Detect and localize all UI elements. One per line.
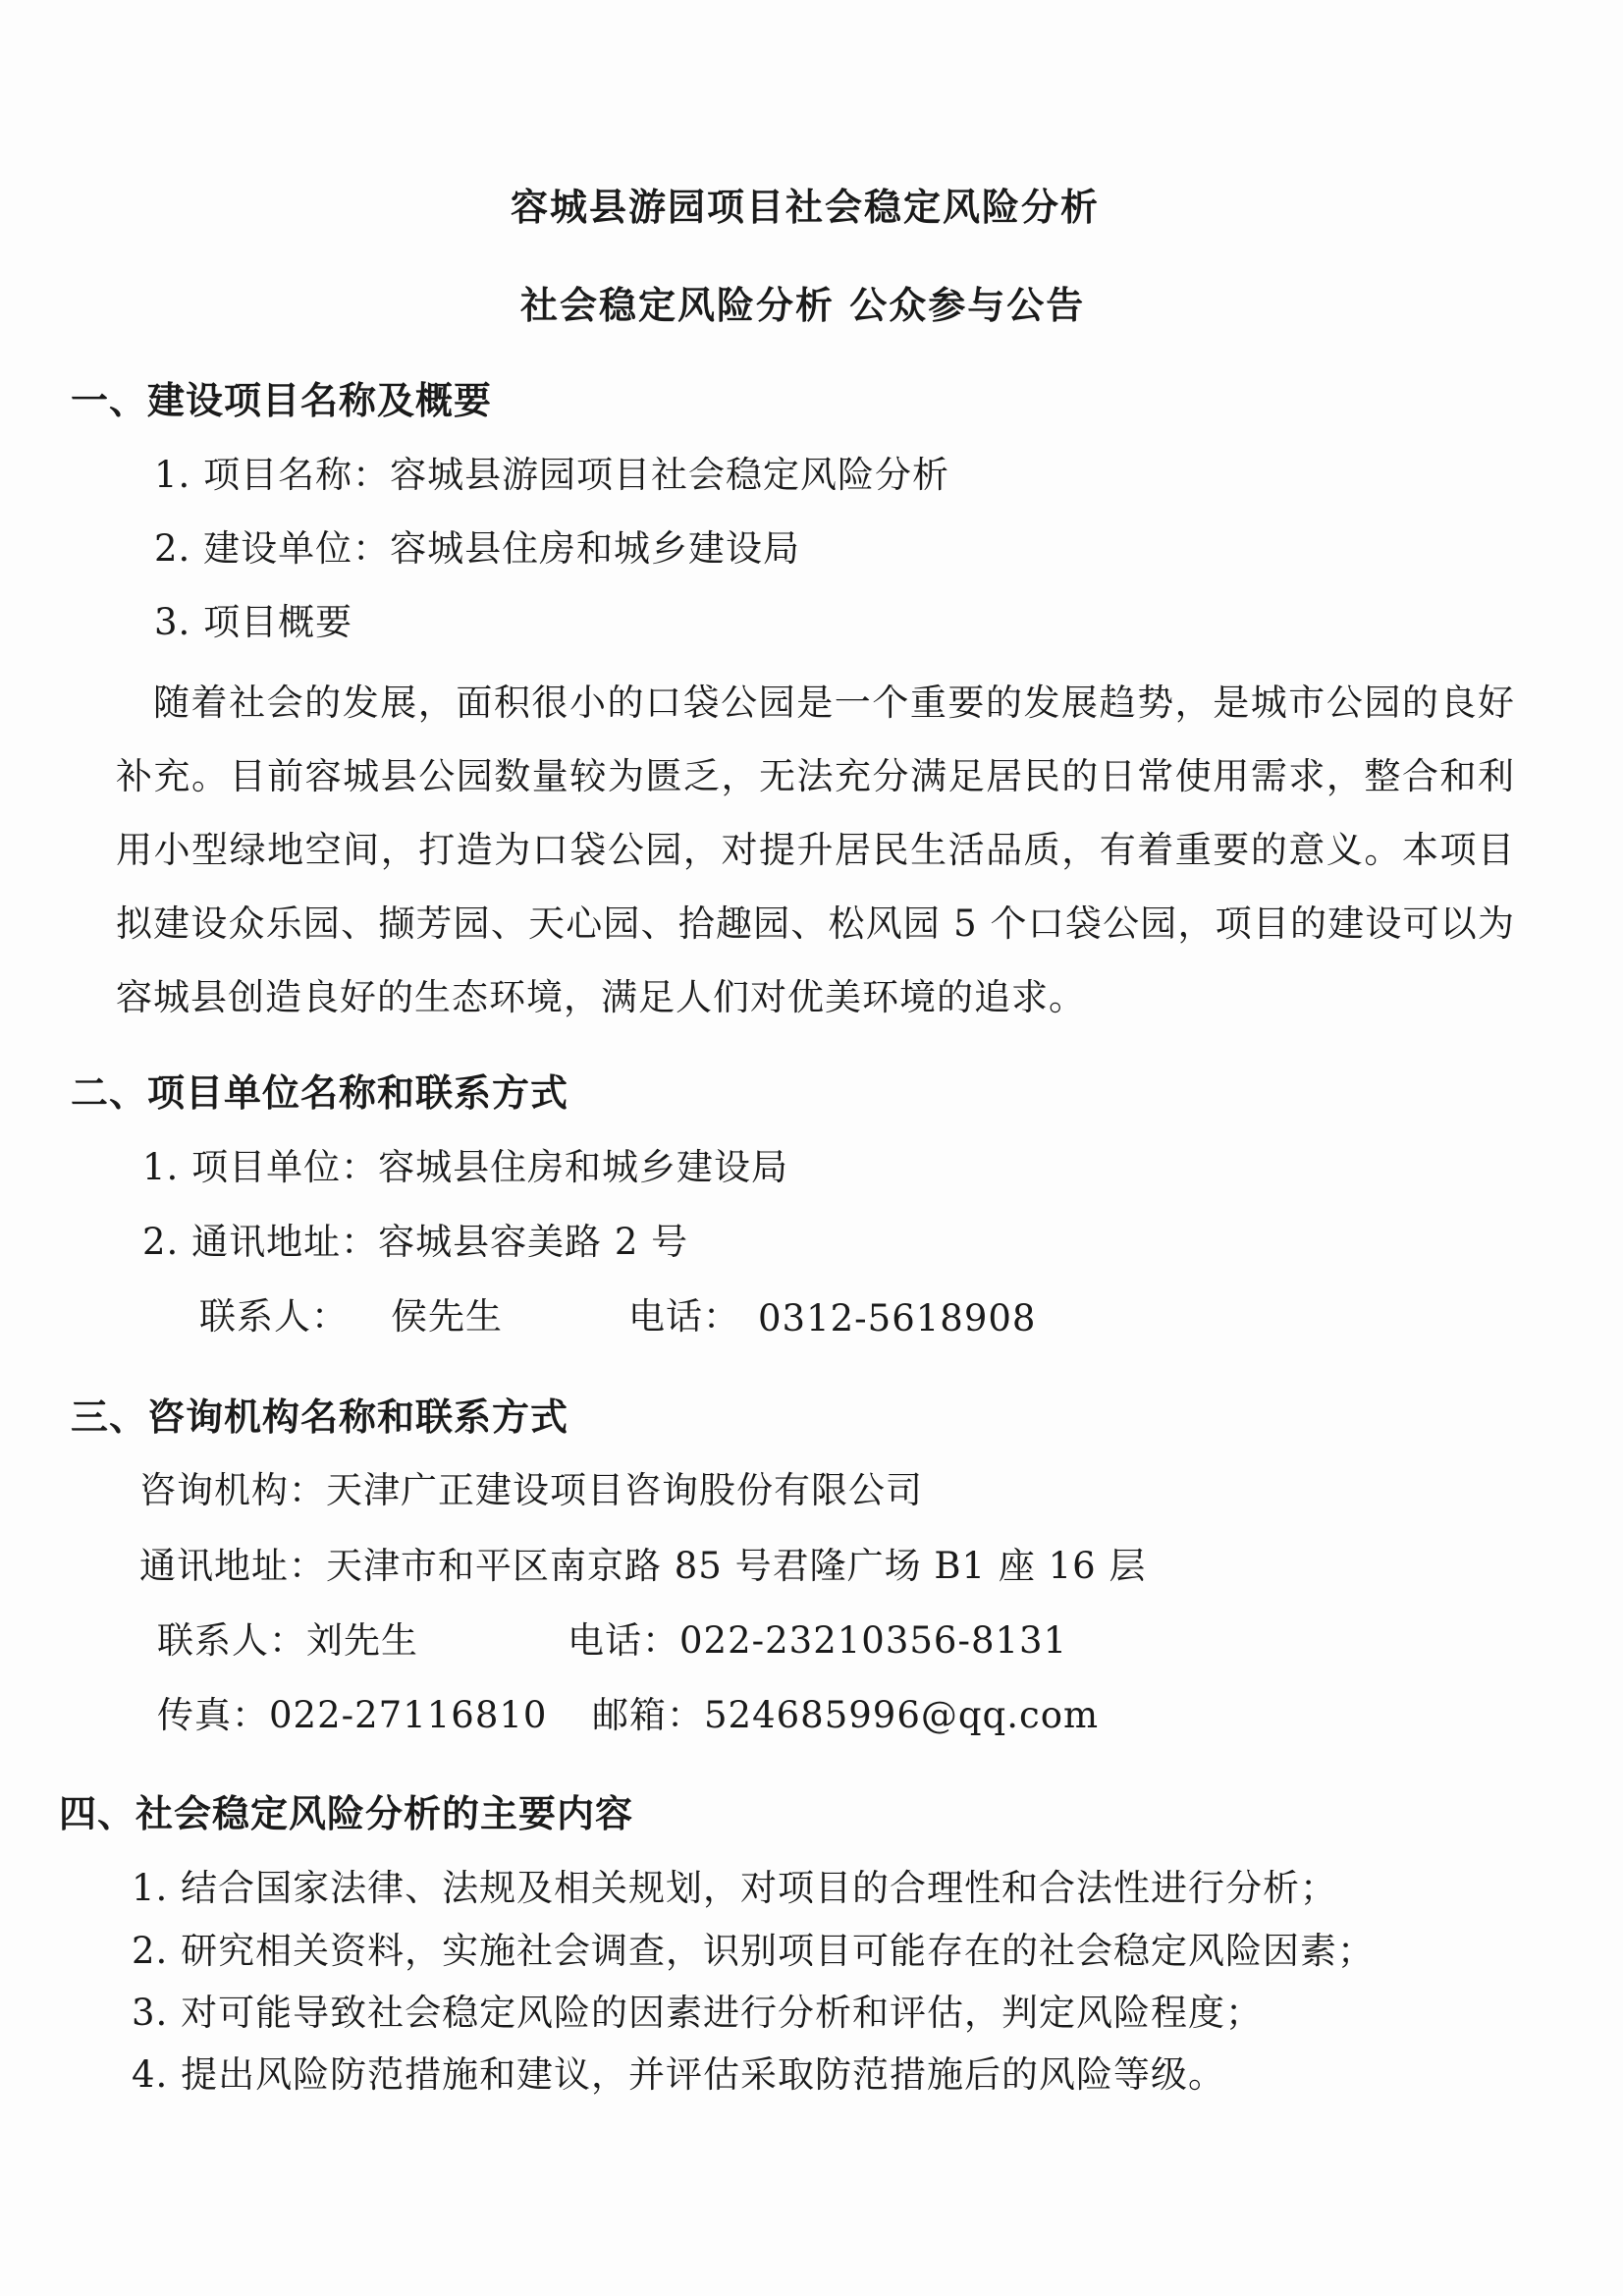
content-item-1: 1. 结合国家法律、法规及相关规划，对项目的合理性和合法性进行分析； <box>132 1867 1338 1909</box>
phone-number: 0312-5618908 <box>758 1297 1037 1339</box>
project-overview-label: 3. 项目概要 <box>154 601 353 643</box>
project-overview-paragraph: 随着社会的发展，面积很小的口袋公园是一个重要的发展趋势，是城市公园的良好补充。目前容城县公园数量较为匮乏，无法充分满足居民的日常使用需求，整合和利用小型绿地空间，打造为口袋公园，对提升居民生活品质，有着重要的意义。本项目拟建设众乐园、撷芳园、天心园、拾趣园、松风园 5 个口袋公园，项目的建设可以为容城县创造良好的生态环境，满足人们对优美环境的追求。 <box>116 682 1515 1018</box>
contact-person-label: 联系人： <box>199 1295 349 1338</box>
consulting-email: 邮箱：524685996@qq.com <box>592 1694 1100 1736</box>
consulting-address-line: 通讯地址：天津市和平区南京路 85 号君隆广场 B1 座 16 层 <box>139 1545 1147 1587</box>
consulting-contact: 联系人：刘先生 <box>157 1619 418 1662</box>
mailing-address-line: 2. 通讯地址：容城县容美路 2 号 <box>142 1221 689 1263</box>
document-title: 容城县游园项目社会稳定风险分析 <box>511 185 1101 229</box>
consulting-fax: 传真：022-27116810 <box>157 1694 548 1736</box>
project-name-line: 1. 项目名称：容城县游园项目社会稳定风险分析 <box>154 454 950 496</box>
consulting-phone: 电话：022-23210356-8131 <box>568 1619 1068 1662</box>
content-item-4: 4. 提出风险防范措施和建议，并评估采取防范措施后的风险等级。 <box>132 2053 1226 2096</box>
consulting-org-line: 咨询机构：天津广正建设项目咨询股份有限公司 <box>139 1469 923 1511</box>
section-4-heading: 四、社会稳定风险分析的主要内容 <box>59 1791 634 1835</box>
phone-label: 电话： <box>628 1295 740 1338</box>
section-1-heading: 一、建设项目名称及概要 <box>71 378 493 422</box>
section-3-heading: 三、咨询机构名称和联系方式 <box>71 1394 569 1439</box>
contact-person-name: 侯先生 <box>391 1295 503 1338</box>
project-unit-line: 1. 项目单位：容城县住房和城乡建设局 <box>142 1146 789 1188</box>
section-2-heading: 二、项目单位名称和联系方式 <box>71 1070 569 1115</box>
content-item-2: 2. 研究相关资料，实施社会调查，识别项目可能存在的社会稳定风险因素； <box>132 1930 1376 1972</box>
document-subtitle: 社会稳定风险分析 公众参与公告 <box>520 283 1086 327</box>
construction-unit-line: 2. 建设单位：容城县住房和城乡建设局 <box>154 527 801 570</box>
content-item-3: 3. 对可能导致社会稳定风险的因素进行分析和评估，判定风险程度； <box>132 1992 1264 2034</box>
